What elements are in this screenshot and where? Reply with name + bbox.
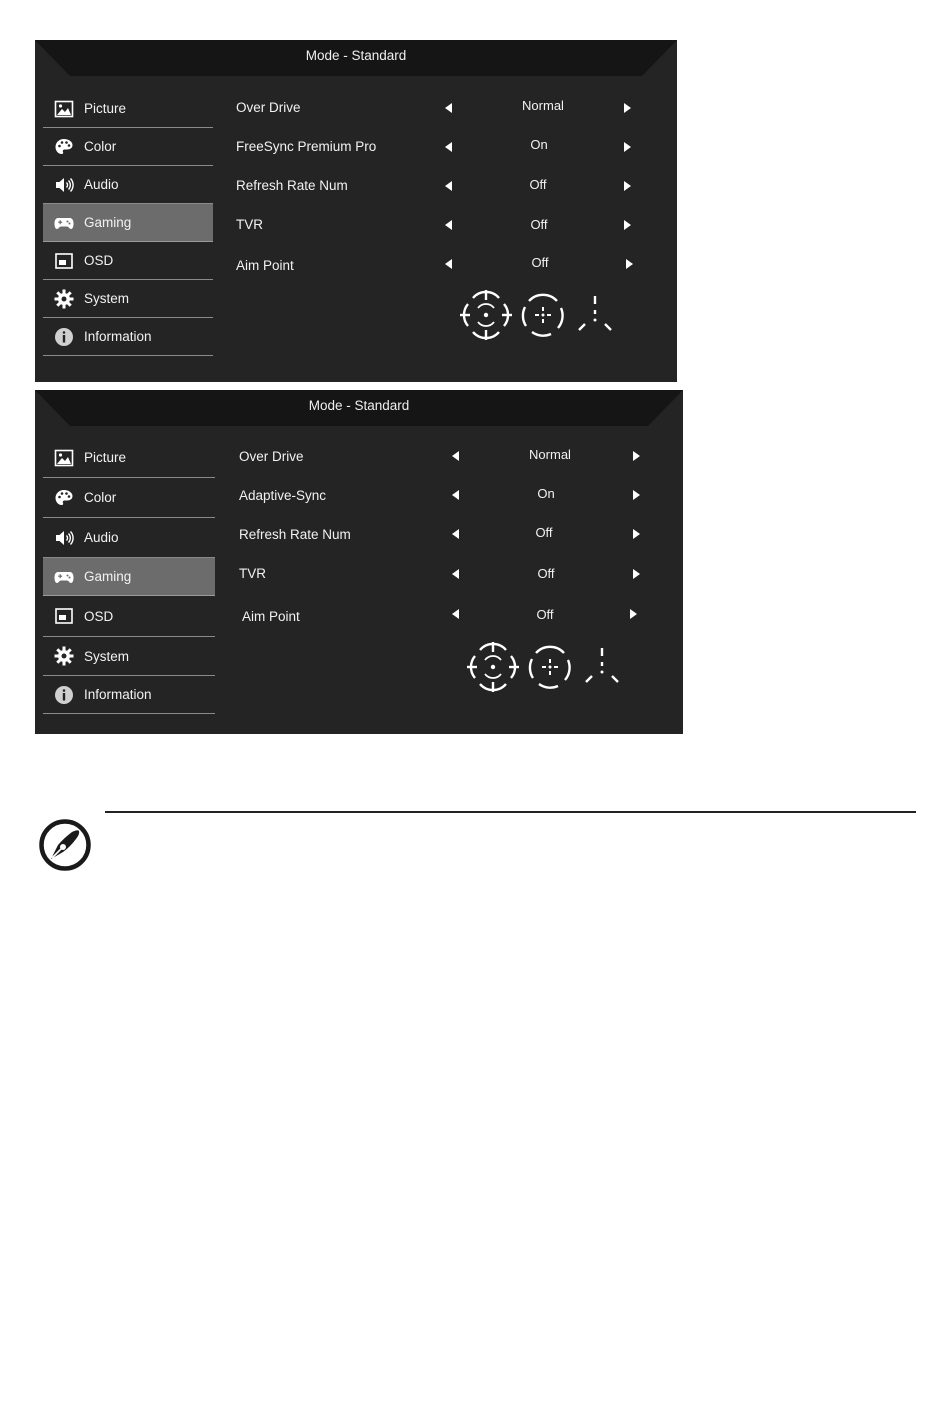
arrow-left-icon[interactable] bbox=[452, 609, 459, 619]
arrow-left-icon[interactable] bbox=[452, 451, 459, 461]
setting-label: TVR bbox=[239, 566, 266, 581]
sidebar-item-picture[interactable] bbox=[43, 438, 215, 478]
sidebar-item-label: Picture bbox=[84, 450, 127, 465]
arrow-left-icon[interactable] bbox=[452, 490, 459, 500]
setting-label: Refresh Rate Num bbox=[236, 178, 348, 193]
osd-icon bbox=[53, 605, 75, 627]
speaker-icon bbox=[53, 527, 75, 549]
gear-icon bbox=[53, 288, 75, 310]
setting-label: Over Drive bbox=[236, 100, 301, 115]
sidebar-item-system[interactable] bbox=[43, 280, 213, 318]
sidebar-item-audio[interactable] bbox=[43, 518, 215, 558]
sidebar-item-system[interactable] bbox=[43, 637, 215, 676]
crosshair-circle-icon[interactable] bbox=[460, 290, 512, 340]
arrow-right-icon[interactable] bbox=[626, 259, 633, 269]
arrow-right-icon[interactable] bbox=[633, 529, 640, 539]
sidebar-item-label: Gaming bbox=[84, 569, 132, 584]
setting-value: Off bbox=[536, 607, 554, 622]
setting-value: Normal bbox=[522, 98, 564, 113]
osd-sidebar bbox=[43, 438, 215, 714]
aim-point-options bbox=[467, 642, 627, 692]
arrow-right-icon[interactable] bbox=[624, 181, 631, 191]
setting-value: Off bbox=[530, 217, 548, 232]
sidebar-item-color[interactable] bbox=[43, 478, 215, 518]
info-icon bbox=[53, 684, 75, 706]
arrow-right-icon[interactable] bbox=[624, 103, 631, 113]
sidebar-item-label: OSD bbox=[84, 253, 114, 268]
palette-icon bbox=[53, 136, 75, 158]
sidebar-item-label: Gaming bbox=[84, 215, 132, 230]
sidebar-item-information[interactable] bbox=[43, 676, 215, 714]
arrow-left-icon[interactable] bbox=[452, 529, 459, 539]
osd-header bbox=[35, 40, 677, 76]
osd-menu-adaptive-sync bbox=[35, 390, 683, 734]
gamepad-icon bbox=[53, 212, 75, 234]
arrow-left-icon[interactable] bbox=[445, 181, 452, 191]
crosshair-circle-icon[interactable] bbox=[467, 642, 519, 692]
crosshair-dot-icon[interactable] bbox=[527, 644, 573, 690]
arrow-left-icon[interactable] bbox=[452, 569, 459, 579]
arrow-left-icon[interactable] bbox=[445, 220, 452, 230]
crosshair-tick-icon[interactable] bbox=[575, 292, 615, 338]
arrow-right-icon[interactable] bbox=[624, 220, 631, 230]
info-icon bbox=[53, 326, 75, 348]
setting-value: Off bbox=[537, 566, 555, 581]
setting-label: Over Drive bbox=[239, 449, 304, 464]
sidebar-item-osd[interactable] bbox=[43, 242, 213, 280]
sidebar-item-gaming[interactable] bbox=[43, 204, 213, 242]
palette-icon bbox=[53, 487, 75, 509]
sidebar-item-label: System bbox=[84, 648, 130, 664]
arrow-right-icon[interactable] bbox=[633, 490, 640, 500]
sidebar-item-audio[interactable] bbox=[43, 166, 213, 204]
osd-menu-freesync bbox=[35, 40, 677, 382]
setting-label: TVR bbox=[236, 217, 263, 232]
sidebar-item-color[interactable] bbox=[43, 128, 213, 166]
arrow-right-icon[interactable] bbox=[633, 451, 640, 461]
osd-icon bbox=[53, 250, 75, 272]
setting-label: Aim Point bbox=[236, 258, 294, 273]
setting-label: Refresh Rate Num bbox=[239, 527, 351, 542]
sidebar-item-label: OSD bbox=[84, 608, 114, 624]
sidebar-item-label: Picture bbox=[84, 101, 127, 116]
setting-value: Off bbox=[535, 525, 553, 540]
arrow-right-icon[interactable] bbox=[633, 569, 640, 579]
sidebar-item-label: Information bbox=[84, 687, 152, 702]
speaker-icon bbox=[53, 174, 75, 196]
setting-value: Off bbox=[531, 255, 549, 270]
sidebar-item-gaming[interactable] bbox=[43, 558, 215, 596]
setting-label: Adaptive-Sync bbox=[239, 488, 327, 503]
aim-point-options bbox=[460, 290, 620, 340]
arrow-right-icon[interactable] bbox=[630, 609, 637, 619]
setting-value: Normal bbox=[529, 447, 571, 462]
setting-value: On bbox=[530, 137, 548, 152]
arrow-left-icon[interactable] bbox=[445, 259, 452, 269]
sidebar-item-label: Information bbox=[84, 329, 152, 344]
sidebar-item-label: Color bbox=[84, 139, 117, 154]
arrow-left-icon[interactable] bbox=[445, 103, 452, 113]
arrow-right-icon[interactable] bbox=[624, 142, 631, 152]
sidebar-item-osd[interactable] bbox=[43, 596, 215, 637]
crosshair-tick-icon[interactable] bbox=[582, 644, 622, 690]
note-divider bbox=[105, 811, 916, 813]
gamepad-icon bbox=[53, 566, 75, 588]
crosshair-dot-icon[interactable] bbox=[520, 292, 566, 338]
mode-title: Mode - Standard bbox=[308, 398, 410, 413]
mode-title: Mode - Standard bbox=[305, 48, 407, 63]
picture-icon bbox=[53, 98, 75, 120]
setting-label: Aim Point bbox=[242, 609, 300, 624]
osd-header bbox=[35, 390, 683, 426]
sidebar-item-label: Audio bbox=[84, 530, 119, 545]
sidebar-item-label: Color bbox=[84, 490, 117, 505]
sidebar-item-picture[interactable] bbox=[43, 90, 213, 128]
arrow-left-icon[interactable] bbox=[445, 142, 452, 152]
sidebar-item-information[interactable] bbox=[43, 318, 213, 356]
sidebar-item-label: System bbox=[84, 291, 130, 306]
osd-sidebar bbox=[43, 90, 213, 356]
gear-icon bbox=[53, 645, 75, 667]
setting-value: On bbox=[537, 486, 555, 501]
note-pen-icon bbox=[38, 818, 92, 872]
setting-label: FreeSync Premium Pro bbox=[236, 139, 377, 154]
setting-value: Off bbox=[529, 177, 547, 192]
sidebar-item-label: Audio bbox=[84, 177, 119, 192]
picture-icon bbox=[53, 447, 75, 469]
